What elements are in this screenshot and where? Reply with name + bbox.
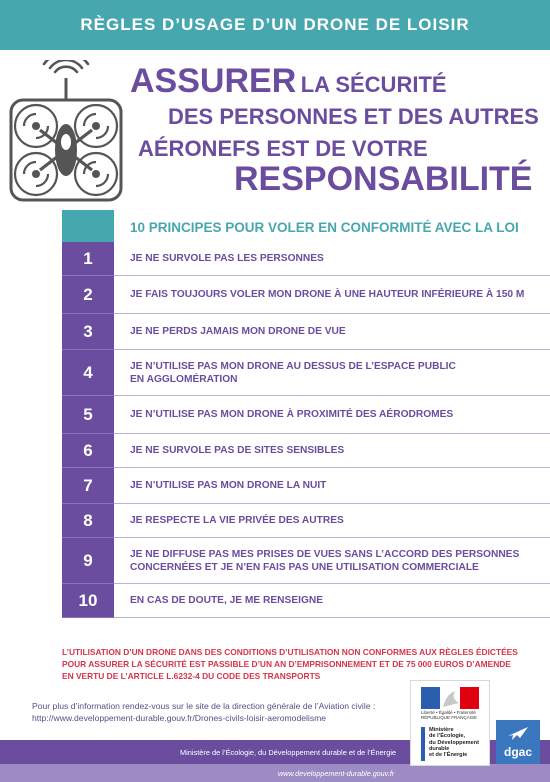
principle-number: 1: [62, 242, 114, 276]
top-banner: [0, 0, 550, 50]
plane-icon: [506, 724, 530, 744]
marianne-flag-icon: [421, 687, 479, 709]
headline-rest-1: LA SÉCURITÉ: [300, 72, 447, 97]
principle-text: EN CAS DE DOUTE, JE ME RENSEIGNE: [114, 584, 550, 618]
principle-number: 7: [62, 468, 114, 504]
principle-number: 9: [62, 538, 114, 584]
warning-line-2: POUR ASSURER LA SÉCURITÉ EST PASSIBLE D’UN AN D’EMPRISONNEMENT ET DE 75 000 EUROS D’AMENDE: [62, 659, 511, 669]
headline-line-1: [130, 64, 447, 98]
principle-number: 3: [62, 314, 114, 350]
footer-strip: [0, 764, 550, 782]
warning-line-3: EN VERTU DE L’ARTICLE L.6232-4 DU CODE DES TRANSPORTS: [62, 671, 321, 681]
principle-text: JE FAIS TOUJOURS VOLER MON DRONE À UNE HAUTEUR INFÉRIEURE À 150 M: [114, 276, 550, 314]
principles-title: 10 PRINCIPES POUR VOLER EN CONFORMITÉ AVEC LA LOI: [130, 220, 519, 235]
principle-text: JE NE SURVOLE PAS DE SITES SENSIBLES: [114, 434, 550, 468]
principle-number: 5: [62, 396, 114, 434]
principle-text: JE N’UTILISE PAS MON DRONE LA NUIT: [114, 468, 550, 504]
principle-number: 6: [62, 434, 114, 468]
principle-row: [62, 242, 550, 276]
principle-number: 10: [62, 584, 114, 618]
principle-text: JE N’UTILISE PAS MON DRONE À PROXIMITÉ DES AÉRODROMES: [114, 396, 550, 434]
banner-title: RÈGLES D’USAGE D’UN DRONE DE LOISIR: [80, 15, 470, 34]
principle-row: [62, 584, 550, 618]
principle-row: [62, 276, 550, 314]
legal-warning: [62, 646, 532, 682]
principle-row: [62, 396, 550, 434]
principle-text: JE NE DIFFUSE PAS MES PRISES DE VUES SANS L’ACCORD DES PERSONNES CONCERNÉES ET JE N’EN FAIS PAS UNE UTILISATION COMMERCIALE: [114, 538, 550, 584]
principle-row: [62, 314, 550, 350]
ministry-name: Ministère de l’Écologie, du Développement durable et de l’Énergie: [429, 727, 480, 759]
dgac-label: dgac: [503, 745, 532, 759]
principle-text: JE NE PERDS JAMAIS MON DRONE DE VUE: [114, 314, 550, 350]
info-link[interactable]: http://www.developpement-durable.gouv.fr/Drones-civils-loisir-aeromodelisme: [32, 713, 327, 723]
warning-line-1: L’UTILISATION D’UN DRONE DANS DES CONDITIONS D’UTILISATION NON CONFORMES AUX RÈGLES ÉDICTÉES: [62, 647, 518, 657]
footer-website[interactable]: www.developpement-durable.gouv.fr: [278, 768, 395, 778]
headline-line-4: RESPONSABILITÉ: [234, 160, 533, 198]
principle-text: JE NE SURVOLE PAS LES PERSONNES: [114, 242, 550, 276]
headline-line-3: AÉRONEFS EST DE VOTRE: [138, 136, 428, 161]
ministry-stripe: [421, 727, 425, 761]
headline-word-assurer: ASSURER: [130, 62, 297, 100]
headline-line-2: DES PERSONNES ET DES AUTRES: [168, 104, 539, 129]
drone-icon: [8, 60, 124, 210]
principle-number: 4: [62, 350, 114, 396]
principle-text: JE N’UTILISE PAS MON DRONE AU DESSUS DE L’ESPACE PUBLIC EN AGGLOMÉRATION: [114, 350, 550, 396]
republic-label: [421, 710, 483, 720]
footer-ministry: Ministère de l’Écologie, du Développement durable et de l’Énergie: [180, 747, 397, 757]
republic-motto: Liberté • Égalité • Fraternité: [421, 710, 476, 715]
principle-number: 8: [62, 504, 114, 538]
principle-number: 2: [62, 276, 114, 314]
ministry-logo: [410, 680, 490, 766]
dgac-logo: [496, 720, 540, 764]
principle-row: [62, 468, 550, 504]
principle-row: [62, 504, 550, 538]
principle-row: [62, 538, 550, 584]
principle-text: JE RESPECTE LA VIE PRIVÉE DES AUTRES: [114, 504, 550, 538]
principle-row: [62, 434, 550, 468]
list-header-block: [62, 210, 114, 242]
info-text: Pour plus d’information rendez-vous sur le site de la direction générale de l’Aviation civile :: [32, 701, 376, 711]
principle-row: [62, 350, 550, 396]
principles-rows: [62, 242, 550, 618]
republic-name: RÉPUBLIQUE FRANÇAISE: [421, 715, 478, 720]
more-info: [32, 700, 412, 724]
